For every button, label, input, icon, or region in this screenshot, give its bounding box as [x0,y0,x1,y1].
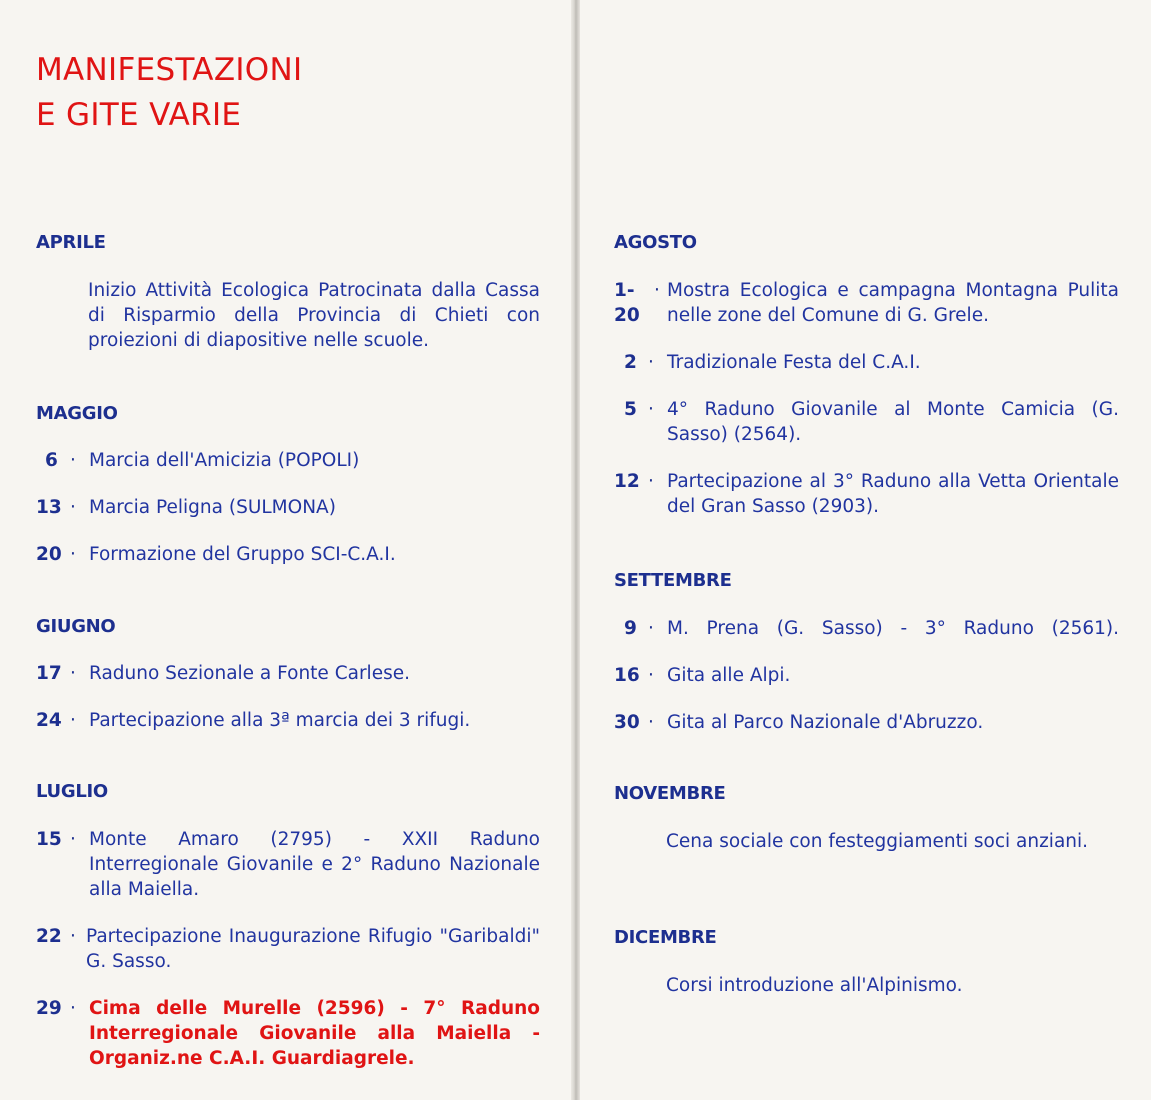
entry-separator: · [654,280,660,301]
entry-text: Cima delle Murelle (2596) - 7° Raduno Interregionale Giovanile alla Maiella - Organiz.ne C.A.I. Guardiagrele. [89,998,540,1069]
month-heading: NOVEMBRE [614,783,726,804]
entry [36,661,540,686]
entry-separator: · [70,663,76,684]
entry-separator: · [70,710,76,731]
entry-day: 9 [624,618,637,639]
entry-separator: · [70,829,76,850]
entry [36,708,540,733]
entry-separator: · [648,352,654,373]
section-giugno [36,616,540,733]
entry-text: Inizio Attività Ecologica Patrocinata dalla Cassa di Risparmio della Provincia di Chieti con proiezioni di diapositive nelle scuole. [88,280,540,351]
entry-text: Partecipazione al 3° Raduno alla Vetta Orientale del Gran Sasso (2903). [667,471,1119,517]
entry-text: Raduno Sezionale a Fonte Carlese. [89,663,410,684]
month-heading: LUGLIO [36,781,108,802]
entry-day: 29 [36,998,62,1019]
page-title [36,48,302,138]
title-line-1: MANIFESTAZIONI [36,52,303,88]
entry-text: Partecipazione alla 3ª marcia dei 3 rifugi. [89,710,471,731]
entry-separator: · [648,399,654,420]
section-luglio [36,781,540,1071]
entry-day: 22 [36,926,62,947]
entry [614,616,1119,641]
month-heading: MAGGIO [36,403,118,424]
entry [614,973,1119,998]
entry-text: Formazione del Gruppo SCI-C.A.I. [89,544,396,565]
entry-separator: · [648,471,654,492]
entry-highlight [36,996,540,1071]
entry-text: Monte Amaro (2795) - XXII Raduno Interregionale Giovanile e 2° Raduno Nazionale alla Maiella. [89,829,540,900]
entry [36,448,540,473]
entry-day: 2 [624,352,637,373]
entry-separator: · [70,497,76,518]
entry-text: Corsi introduzione all'Alpinismo. [666,975,963,996]
month-heading: APRILE [36,232,106,253]
entry-separator: · [648,712,654,733]
entry-text: Gita al Parco Nazionale d'Abruzzo. [667,712,984,733]
entry-text: M. Prena (G. Sasso) - 3° Raduno (2561). [667,618,1119,639]
entry-text: 4° Raduno Giovanile al Monte Camicia (G. Sasso) (2564). [667,399,1119,445]
entry [614,278,1119,328]
entry-text: Tradizionale Festa del C.A.I. [667,352,921,373]
entry [36,495,540,520]
entry-day: 12 [614,471,640,492]
entry-text: Partecipazione Inaugurazione Rifugio "Garibaldi" G. Sasso. [86,926,540,972]
entry [614,397,1119,447]
entry [36,827,540,902]
entry-day: 1-20 [614,280,640,326]
entry-separator: · [70,998,76,1019]
entry-text: Mostra Ecologica e campagna Montagna Pulita nelle zone del Comune di G. Grele. [667,280,1119,326]
entry-separator: · [70,450,76,471]
left-page [0,0,571,1100]
entry-separator: · [70,926,76,947]
entry-day: 15 [36,829,62,850]
entry [614,710,1119,735]
section-agosto [614,232,1119,519]
entry-day: 24 [36,710,62,731]
entry [614,350,1119,375]
entry-day: 6 [45,450,58,471]
entry [36,924,540,974]
page-fold [571,0,580,1100]
entry-day: 16 [614,665,640,686]
section-dicembre [614,927,1119,998]
section-aprile [36,232,540,353]
entry [36,542,540,567]
entry [614,663,1119,688]
month-heading: AGOSTO [614,232,697,253]
right-page [580,0,1151,1100]
section-maggio [36,403,540,567]
month-heading: DICEMBRE [614,927,717,948]
entry-text: Gita alle Alpi. [667,665,791,686]
entry-text: Marcia Peligna (SULMONA) [89,497,336,518]
entry-separator: · [648,618,654,639]
month-heading: GIUGNO [36,616,116,637]
section-novembre [614,783,1119,854]
entry [36,278,540,353]
entry-day: 20 [36,544,62,565]
entry [614,469,1119,519]
entry-separator: · [70,544,76,565]
entry-day: 13 [36,497,62,518]
entry-text: Cena sociale con festeggiamenti soci anziani. [666,831,1089,852]
section-settembre [614,570,1119,735]
entry-day: 5 [624,399,637,420]
month-heading: SETTEMBRE [614,570,732,591]
entry-day: 17 [36,663,62,684]
entry-day: 30 [614,712,640,733]
entry-text: Marcia dell'Amicizia (POPOLI) [89,450,360,471]
entry [614,829,1119,854]
entry-separator: · [648,665,654,686]
title-line-2: E GITE VARIE [36,97,242,133]
